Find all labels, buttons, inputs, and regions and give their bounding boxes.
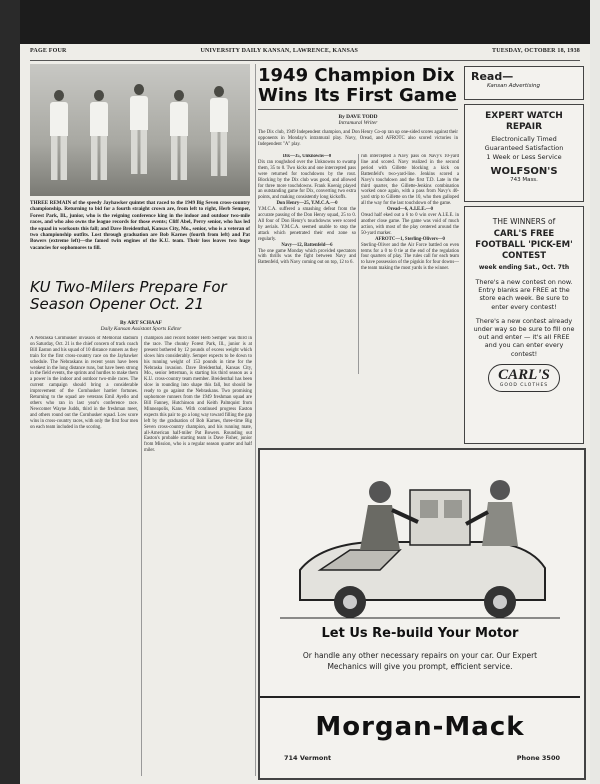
carls-logo	[488, 364, 560, 392]
carls-body: There's a new contest on now. Entry blanks are FREE at the store each week. Be sure to enter every contest!	[475, 278, 573, 311]
wolfson-line: Guaranteed Satisfaction	[484, 144, 564, 152]
read-sub: Kansan Advertising	[487, 83, 540, 89]
scan-border	[20, 0, 600, 44]
dix-paragraph: The one game Monday which provided spectators with thrills was the fight between Navy and Battenfeld, with Navy coming out on top, 12 to 6.	[258, 248, 356, 266]
read-title: Read—	[471, 70, 514, 83]
runner-figure	[208, 86, 230, 182]
morgan-phone: Phone 3500	[516, 754, 560, 762]
dix-subhead: Don Henry—25, Y.M.C.A.—0	[276, 201, 338, 207]
dix-column-1	[258, 154, 356, 374]
page-binding	[0, 0, 20, 784]
wolfson-line: Electronically Timed	[491, 135, 557, 143]
ku-headline: KU Two-Milers Prepare For Season Opener Oct. 21	[30, 278, 227, 313]
dix-subhead: Navy—12, Battenfeld—6	[281, 242, 333, 248]
column-rule	[141, 336, 142, 776]
newspaper-page	[20, 44, 590, 784]
masthead-line: UNIVERSITY DAILY KANSAN, LAWRENCE, KANSAS	[200, 48, 359, 54]
morgan-mack-ad	[258, 448, 586, 780]
runner-figure	[168, 90, 190, 186]
runners-photo	[30, 64, 250, 196]
carls-title: CARL'S FREE FOOTBALL 'PICK-EM' CONTEST	[475, 229, 573, 261]
dix-paragraph: Oread half eked out a 6 to 0 win over A.I.E.E. in another close game. The game was void of much action, with most of the play centered around the 50-yard marker.	[361, 213, 459, 236]
ku-byline-name: By ART SCHAAF	[120, 320, 162, 326]
carls-intro: THE WINNERS of	[492, 217, 556, 226]
wolfson-line: 1 Week or Less Service	[486, 153, 562, 161]
photo-caption: THREE REMAIN of the speedy Jayhawker quintet that raced to the 1949 Big Seven cross-country championship. Returning to bid for a fourth straight crown are, from left to right, Herb Semper, Forest Park, Ill., junior, who is the reigning conference king in the indoor and outdoor two-mile races, and who also owns the league records for those events; Cliff Abel, Perry senior, who has led the squad in workouts this fall; and Dave Breidenthal, Kansas City, Mo., senior, who is a veteran of two championship outfits. Lost through graduation are Bob Karnes (fourth from left) and Pat Bowers (extreme left)—the famed twin engines of the K.U. team. Their loss leaves two huge vacancies for sophomores to fill.	[30, 200, 250, 251]
mechanic-illustration	[260, 450, 580, 622]
morgan-name: Morgan-Mack	[315, 712, 525, 742]
dix-paragraph: Dix ran roughshod over the Unknowns to swamp them, 35 to 0. Two kicks and one intercepted pass were returned for touchdowns by the rout. Blocking by the Dix club was good, and allowed for three more touchdowns. Frank Koenig played an outstanding game for Dix, converting two extra points, and making consistently long kickoffs.	[258, 159, 356, 201]
morgan-headline: Let Us Re-build Your Motor	[321, 626, 519, 641]
dix-byline	[258, 114, 458, 126]
ku-byline-title: Daily Kansan Assistant Sports Editor	[100, 326, 182, 332]
dix-column-2	[361, 154, 459, 374]
wolfson-address: 743 Mass.	[510, 177, 538, 183]
dix-headline: 1949 Champion Dix Wins Its First Game	[258, 66, 458, 110]
dix-byline-title: Intramural Writer	[338, 120, 378, 126]
morgan-divider	[260, 696, 580, 698]
issue-date: TUESDAY, OCTOBER 18, 1938	[492, 48, 580, 54]
wolfson-name: WOLFSON'S	[490, 166, 558, 177]
wolfson-title: EXPERT WATCH REPAIR	[485, 111, 563, 132]
folio-line	[30, 48, 580, 61]
dix-paragraph: ruh intercepted a Navy pass on Navy's 10-yard line and scored. Navy realized in the second period with Gillette blocking a kick on Battenfeld's two-yard-line. Jenkins scored a Navy's touchdown and the first T.D. Late in the third quarter, the Gillette-Jenkins combination worked once again, with a pass from Navy's 40-yard strip to Gillette on the 10, who then galloped all the way for the last touchdown of the game.	[361, 154, 459, 207]
dix-lead: The Dix club, 1949 Independent champion, and Don Henry Co-op ran up one-sided scores against their opponents in Monday's intramural play. Navy, Oread, and AFROTC also scored victories in Independent "A" play.	[258, 130, 458, 147]
wolfson-ad	[464, 104, 584, 202]
carls-logo-sub: GOOD CLOTHES	[499, 382, 549, 388]
carls-body: There's a new contest already under way so be sure to fill one out and enter — it's all FREE and you can enter every contest!	[473, 316, 575, 358]
ku-story-column-2: champion and record holder Herb Semper was third in the race. The chunky Forest Park, Ill., junior is at present bothered by 12 pounds of excess weight which slows him considerably. Semper expects to be down to his running weight of 153 pounds in time for the Nebraska invasion. Dave Breidenthal, Kansas City, Mo., senior letterman, is starting his third season as a K.U. cross-country team member. Breidenthal has been slow in rounding into shape this fall, but should be ready to go against the Nebraskans. Two promising sophomore runners from the 1949 freshman squad are Bill Fanney, Hutchinson and Keith Palmquist from Minneapolis, Kans. With continued progress Easton expects this pair to go a long way toward filling the gap left by the graduation of Bob Karnes, three-time Big Seven cross-country champion, and his running mate, all-American half-miler Pat Bowers. Rounding out Easton's probable starting team is Dave Fisher, junior from Mission, who is a regular season quarter and half miler.	[144, 336, 252, 454]
column-rule	[255, 64, 256, 776]
carls-logo-text: CARL'S	[498, 366, 550, 383]
dix-subhead: Dix—35, Unknowns—0	[282, 154, 332, 159]
read-kansan-ad	[464, 66, 584, 100]
column-rule	[358, 154, 359, 374]
dix-byline-name: By DAVE TODD	[338, 114, 378, 120]
ku-story-column-1: A Nebraska Cornhusker invasion of Memorial stadium on Saturday, Oct. 21 is the chief concern of track coach Bill Easton and his squad of 10 distance runners as they train for the first cross-country race on the Jayhawker schedule. The Nebraskans in recent years have been weakest in the long distance runs, but have been strong in the field events, the sprints and hurdles to make them a power in the indoor and outdoor two-mile races. The current campaign should bring a considerable improvement of the Cornhusker harrier fortunes. Returning to the squad are veterans Emil Ayello and others who ran in last year's conference race. Newcomer Wayne Judds, third in the freshman meet, and others round out the Cornhusker squad. Low score wins in cross-country races, with only the first four men on each team included in the scoring.	[30, 336, 138, 430]
ku-byline	[30, 320, 252, 332]
carls-date: week ending Sat., Oct. 7th	[478, 264, 570, 271]
dix-subhead: AFROTC—1, Sterling-Olivers—0	[375, 236, 445, 242]
dix-paragraph: Sterling-Oliver and the Air Force battled on even terms for a 0 to 0 tie at the end of the regulation four quarters of play. The rules call for each team to have possession of the pigskin for four downs—the team making the most yards is the winner.	[361, 242, 459, 272]
runner-figure	[48, 90, 70, 186]
page-number: PAGE FOUR	[30, 48, 67, 54]
morgan-address: 714 Vermont	[284, 754, 332, 762]
carls-ad	[464, 206, 584, 444]
dix-paragraph: Y.M.C.A. suffered a smashing defeat from the accurate passing of the Don Henry squad, 25 to 0. All four of Don Henry's touchdowns were scored by aerials. Y.M.C.A. seemed unable to stop the attack which penetrated their end zone so regularly.	[258, 207, 356, 242]
morgan-body: Or handle any other necessary repairs on your car. Our Expert Mechanics will give you prompt, efficient service.	[302, 651, 538, 671]
dix-subhead: Oread—6, A.I.E.E.—0	[386, 207, 434, 213]
runner-figure	[88, 90, 110, 186]
runner-figure	[128, 84, 150, 180]
scan-border-right	[590, 0, 600, 784]
